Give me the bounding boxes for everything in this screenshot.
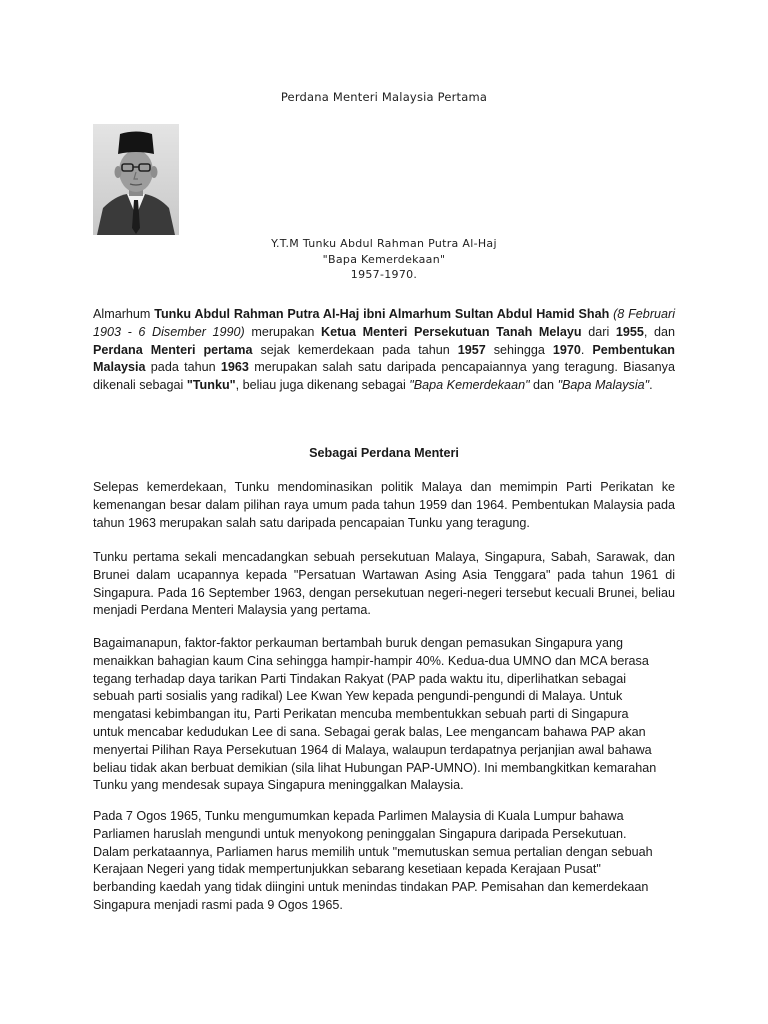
caption-years: 1957-1970. xyxy=(350,268,418,281)
caption-name: Y.T.M Tunku Abdul Rahman Putra Al-Haj xyxy=(271,237,497,250)
paragraph-persekutuan: Tunku pertama sekali mencadangkan sebuah persekutuan Malaya, Singapura, Sabah, Sarawak, dan Brunei dalam ucapannya kepada "Persatuan Wartawan Asing Asia Tenggara" pada tahun 1961 di Singapura. Pada 16 September 1963, dengan persekutuan negeri-negeri tersebut kecuali Brunei, beliau menjadi Perdana Menteri Malaysia yang pertama. xyxy=(93,550,675,618)
text-line: menyertai Pilihan Raya Persekutuan 1964 di Malaya, walaupun terdapatnya perjanjian awal bahawa xyxy=(93,742,652,757)
text-line: untuk mencabar kedudukan Lee di sana. Sebagai gerak balas, Lee mengancam bahawa PAP akan xyxy=(93,724,646,739)
text-line: Kerajaan Negeri yang tidak mempertunjukkan sebarang kesetiaan kepada Kerajaan Pusat" xyxy=(93,862,601,877)
section-heading: Sebagai Perdana Menteri xyxy=(309,446,459,460)
text-line: Pada 7 Ogos 1965, Tunku mengumumkan kepada Parlimen Malaysia di Kuala Lumpur bahawa xyxy=(93,809,624,823)
paragraph-kemerdekaan: Selepas kemerdekaan, Tunku mendominasikan politik Malaya dan memimpin Parti Perikatan ke kemenangan besar dalam pilihan raya umum pada tahun 1959 dan 1964. Pembentukan Malaysia pada tahun 1963 merupakan salah satu daripada pencapaian Tunku yang teragung. xyxy=(93,480,675,530)
text-line: beliau tidak akan berbuat demikian (sila lihat Hubungan PAP-UMNO). Ini membangkitkan kemarahan xyxy=(93,760,657,775)
text-line: Parliamen haruslah mengundi untuk menyokong peninggalan Singapura daripada Persekutuan. xyxy=(93,826,627,841)
paragraph-pemisahan xyxy=(93,808,675,915)
text-line: menaikkan bahagian kaum Cina sehingga hampir-hampir 40%. Kedua-dua UMNO dan MCA berasa xyxy=(93,653,649,668)
text-line: tegang terhadap daya tarikan Parti Tindakan Rakyat (PAP pada waktu itu, diperlihatkan sebagai xyxy=(93,671,627,686)
text-line: sebuah parti sosialis yang radikal) Lee Kwan Yew kepada pengundi-pengundi di Malaya. Untuk xyxy=(93,689,623,704)
page-title: Perdana Menteri Malaysia Pertama xyxy=(280,90,488,104)
text-line: Bagaimanapun, faktor-faktor perkauman bertambah buruk dengan pemasukan Singapura yang xyxy=(93,636,623,650)
paragraph-perkauman xyxy=(93,635,675,795)
text-line: mengatasi kebimbangan itu, Parti Perikatan mencuba membentukkan sebuah parti di Singapura xyxy=(93,707,629,722)
intro-paragraph: Almarhum Tunku Abdul Rahman Putra Al-Haj ibni Almarhum Sultan Abdul Hamid Shah (8 Februari 1903 - 6 Disember 1990) merupakan Ketua Menteri Persekutuan Tanah Melayu dari 1955, dan Perdana Menteri pertama sejak kemerdekaan pada tahun 1957 sehingga 1970. Pembentukan Malaysia pada tahun 1963 merupakan salah satu daripada pencapaiannya yang teragung. Biasanya dikenali sebagai "Tunku", beliau juga dikenang sebagai "Bapa Kemerdekaan" dan "Bapa Malaysia". xyxy=(93,307,676,393)
caption-nickname: "Bapa Kemerdekaan" xyxy=(322,252,446,266)
text-line: berbanding kaedah yang tidak diingini untuk menindas tindakan PAP. Pemisahan dan kemerdekaan xyxy=(93,880,649,895)
portrait-photo xyxy=(93,124,179,235)
text-line: Tunku yang mendesak supaya Singapura meninggalkan Malaysia. xyxy=(93,778,464,793)
text-line: Singapura menjadi rasmi pada 9 Ogos 1965. xyxy=(93,897,343,912)
portrait-caption xyxy=(0,236,768,283)
text-line: Dalam perkataannya, Parliamen harus memilih untuk "memutuskan semua pertalian dengan sebuah xyxy=(93,844,653,859)
